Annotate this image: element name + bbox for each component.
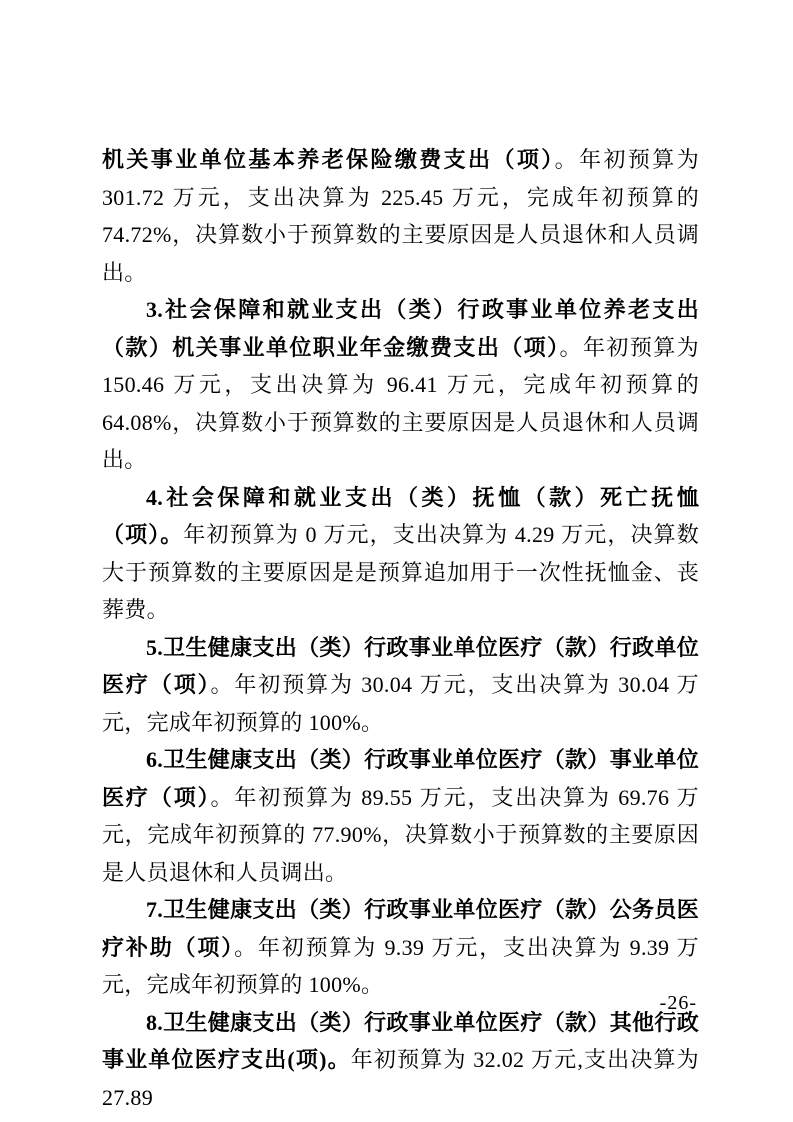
budget-item-body: 。年初预算为 9.39 万元，支出决算为 9.39 万元，完成年初预算的 100%。 (102, 934, 699, 997)
budget-item-heading: 4.社会保障和就业支出（类）抚恤（款）死亡抚恤（项）。 (102, 484, 699, 547)
budget-item-heading: 7.卫生健康支出（类）行政事业单位医疗（款）公务员医疗补助（项） (102, 897, 699, 960)
budget-item-body: 年初预算为 32.02 万元,支出决算为 27.89 (102, 1047, 699, 1110)
page-number: -26- (659, 992, 697, 1014)
paragraph-3 (102, 291, 699, 479)
paragraph-5 (102, 629, 699, 742)
budget-item-body: 年初预算为 0 万元，支出决算为 4.29 万元，决算数大于预算数的主要原因是是预算追加用于一次性抚恤金、丧葬费。 (102, 522, 699, 622)
budget-item-body: 。年初预算为 150.46 万元，支出决算为 96.41 万元，完成年初预算的 64.08%，决算数小于预算数的主要原因是人员退休和人员调出。 (102, 334, 699, 472)
budget-item-body: 。年初预算为 89.55 万元，支出决算为 69.76 万元，完成年初预算的 77.90%，决算数小于预算数的主要原因是人员退休和人员调出。 (102, 784, 699, 885)
paragraph-continuation (102, 141, 699, 291)
budget-item-heading: 5.卫生健康支出（类）行政事业单位医疗（款）行政单位医疗（项） (102, 634, 699, 697)
paragraph-6 (102, 741, 699, 891)
budget-item-body: 。年初预算为 301.72 万元，支出决算为 225.45 万元，完成年初预算的 74.72%，决算数小于预算数的主要原因是人员退休和人员调出。 (102, 147, 699, 285)
budget-item-heading: 机关事业单位基本养老保险缴费支出（项） (102, 147, 555, 172)
budget-item-heading: 3.社会保障和就业支出（类）行政事业单位养老支出（款）机关事业单位职业年金缴费支出（项） (102, 297, 699, 360)
budget-item-body: 。年初预算为 30.04 万元，支出决算为 30.04 万元，完成年初预算的 100%。 (102, 672, 699, 735)
text-block (102, 141, 699, 1116)
paragraph-4 (102, 479, 699, 629)
budget-item-heading: 6.卫生健康支出（类）行政事业单位医疗（款）事业单位医疗（项） (102, 747, 699, 810)
paragraph-7 (102, 891, 699, 1004)
paragraph-8 (102, 1004, 699, 1117)
budget-item-heading: 8.卫生健康支出（类）行政事业单位医疗（款）其他行政事业单位医疗支出(项)。 (102, 1009, 699, 1072)
